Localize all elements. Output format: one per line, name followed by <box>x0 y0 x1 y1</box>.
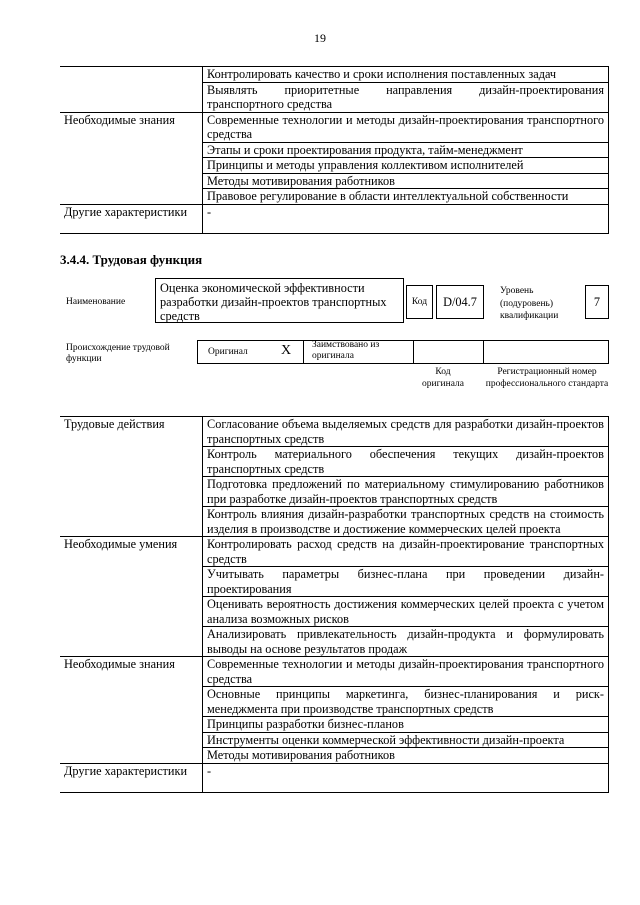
table-cell: Согласование объема выделяемых средств для разработки дизайн-проектов транспортных средств <box>203 417 609 447</box>
qualification-level-value: 7 <box>585 285 609 319</box>
code-label: Код <box>406 285 433 319</box>
table-cell: Современные технологии и методы дизайн-проектирования транспортного средства <box>203 112 609 142</box>
table-cell: Контроль влияния дизайн-разработки транспортных средств на стоимость изделия в производстве и достижение коммерческих целей проекта <box>203 507 609 537</box>
section-title: 3.4.4. Трудовая функция <box>60 252 203 267</box>
table-cell: Правовое регулирование в области интеллектуальной собственности <box>203 189 609 205</box>
code-value: D/04.7 <box>436 285 484 319</box>
table-cell: - <box>203 204 609 233</box>
table-cell: Основные принципы маркетинга, бизнес-планирования и риск-менеджмента при производстве транспортных средств <box>203 687 609 717</box>
row-label <box>60 67 203 113</box>
qualification-level-label: Уровень (подуровень) квалификации <box>500 286 559 321</box>
row-label: Необходимые знания <box>60 657 203 764</box>
table-cell: Этапы и сроки проектирования продукта, тайм-менеджмент <box>203 142 609 158</box>
skills-table-continued <box>60 66 609 234</box>
table-cell: Анализировать привлекательность дизайн-продукта и формулировать выводы на основе результатов продаж <box>203 627 609 657</box>
table-cell: Контроль материального обеспечения текущих дизайн-проектов транспортных средств <box>203 447 609 477</box>
table-cell: Принципы разработки бизнес-планов <box>203 717 609 733</box>
name-label: Наименование <box>66 297 126 307</box>
table-cell: Учитывать параметры бизнес-плана при проведении дизайн-проектирования <box>203 567 609 597</box>
labor-function-table <box>60 416 609 793</box>
row-label: Другие характеристики <box>60 763 203 792</box>
page-number: 19 <box>314 31 326 45</box>
table-cell: Принципы и методы управления коллективом исполнителей <box>203 158 609 174</box>
table-cell: Контролировать качество и сроки исполнения поставленных задач <box>203 67 609 83</box>
row-label: Другие характеристики <box>60 204 203 233</box>
borrowed-label: Заимствовано из оригинала <box>312 340 380 361</box>
table-cell: Выявлять приоритетные направления дизайн-проектирования транспортного средства <box>203 82 609 112</box>
row-label: Трудовые действия <box>60 417 203 537</box>
original-code-cell <box>414 341 484 363</box>
table-cell: - <box>203 763 609 792</box>
table-cell: Методы мотивирования работников <box>203 173 609 189</box>
function-name-box: Оценка экономической эффективности разработки дизайн-проектов транспортных средств <box>155 278 404 323</box>
table-cell: Оценивать вероятность достижения коммерческих целей проекта с учетом анализа возможных рисков <box>203 597 609 627</box>
registration-number-caption: Регистрационный номер профессионального стандарта <box>485 367 609 389</box>
table-cell: Контролировать расход средств на дизайн-проектирование транспортных средств <box>203 537 609 567</box>
table-cell: Инструменты оценки коммерческой эффективности дизайн-проекта <box>203 732 609 748</box>
table-cell: Подготовка предложений по материальному стимулированию работников при разработке дизайн-проектов транспортных средств <box>203 477 609 507</box>
original-label: Оригинал <box>208 347 248 357</box>
original-mark: X <box>281 343 292 358</box>
row-label: Необходимые умения <box>60 537 203 657</box>
table-cell: Методы мотивирования работников <box>203 748 609 764</box>
origin-label: Происхождение трудовой функции <box>66 343 170 364</box>
table-cell: Современные технологии и методы дизайн-проектирования транспортного средства <box>203 657 609 687</box>
original-code-caption: Код оригинала <box>422 367 464 389</box>
row-label: Необходимые знания <box>60 112 203 204</box>
